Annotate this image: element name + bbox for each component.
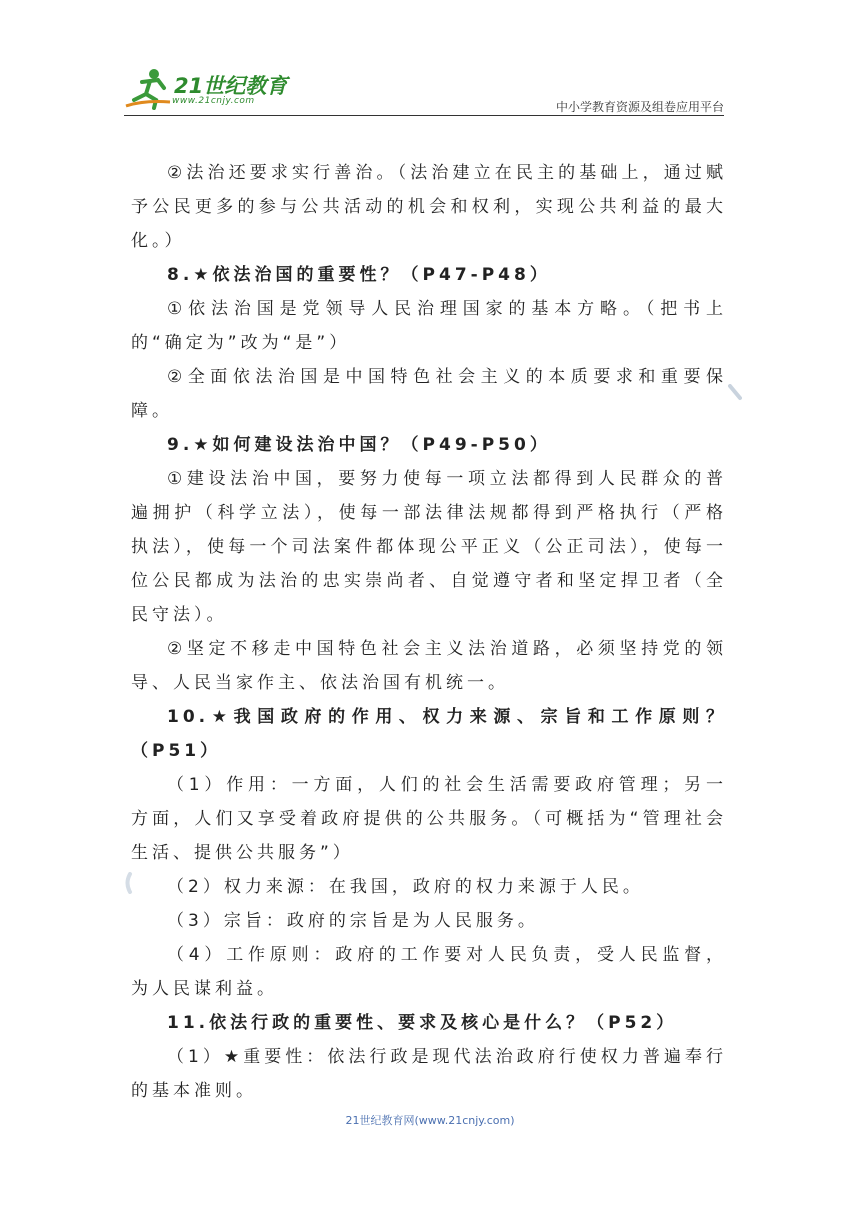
page-footer[interactable]: 21世纪教育网(www.21cnjy.com) xyxy=(345,1114,515,1127)
scan-artifact-mark xyxy=(728,384,742,402)
section-heading: 8.★依法治国的重要性？（P47-P48） xyxy=(167,265,551,285)
section-heading: 11.依法行政的重要性、要求及核心是什么？（P52） xyxy=(167,1013,678,1033)
document-body xyxy=(131,156,727,1108)
scan-artifact-mark xyxy=(124,872,134,894)
logo-text: 21世纪教育 xyxy=(174,74,288,98)
paragraph: （4）工作原则：政府的工作要对人民负责，受人民监督，为人民谋利益。 xyxy=(131,945,727,999)
page-header xyxy=(124,64,724,118)
paragraph: ②法治还要求实行善治。（法治建立在民主的基础上，通过赋予公民更多的参与公共活动的机会和权利，实现公共利益的最大化。） xyxy=(131,163,727,251)
paragraph: （2）权力来源：在我国，政府的权力来源于人民。 xyxy=(167,877,644,897)
paragraph: （3）宗旨：政府的宗旨是为人民服务。 xyxy=(167,911,539,931)
platform-name: 中小学教育资源及组卷应用平台 xyxy=(555,100,724,114)
logo-url: www.21cnjy.com xyxy=(172,96,255,106)
runner-logo-icon xyxy=(124,66,174,112)
paragraph: （1）★重要性：依法行政是现代法治政府行使权力普遍奉行的基本准则。 xyxy=(131,1047,727,1101)
section-heading: 9.★如何建设法治中国？（P49-P50） xyxy=(167,435,551,455)
logo xyxy=(124,66,294,114)
paragraph: ①建设法治中国，要努力使每一项立法都得到人民群众的普遍拥护（科学立法），使每一部法律法规都得到严格执行（严格执法），使每一个司法案件都体现公平正义（公正司法），使每一位公民都成为法治的忠实崇尚者、自觉遵守者和坚定捍卫者（全民守法）。 xyxy=(131,469,727,625)
paragraph: ②全面依法治国是中国特色社会主义的本质要求和重要保障。 xyxy=(131,367,727,421)
section-heading: 10.★我国政府的作用、权力来源、宗旨和工作原则？（P51） xyxy=(131,707,727,761)
paragraph: （1）作用：一方面，人们的社会生活需要政府管理；另一方面，人们又享受着政府提供的公共服务。（可概括为“管理社会生活、提供公共服务”） xyxy=(131,775,727,863)
paragraph: ②坚定不移走中国特色社会主义法治道路，必须坚持党的领导、人民当家作主、依法治国有机统一。 xyxy=(131,639,727,693)
header-divider xyxy=(124,115,724,116)
paragraph: ①依法治国是党领导人民治理国家的基本方略。（把书上的“确定为”改为“是”） xyxy=(131,299,727,353)
